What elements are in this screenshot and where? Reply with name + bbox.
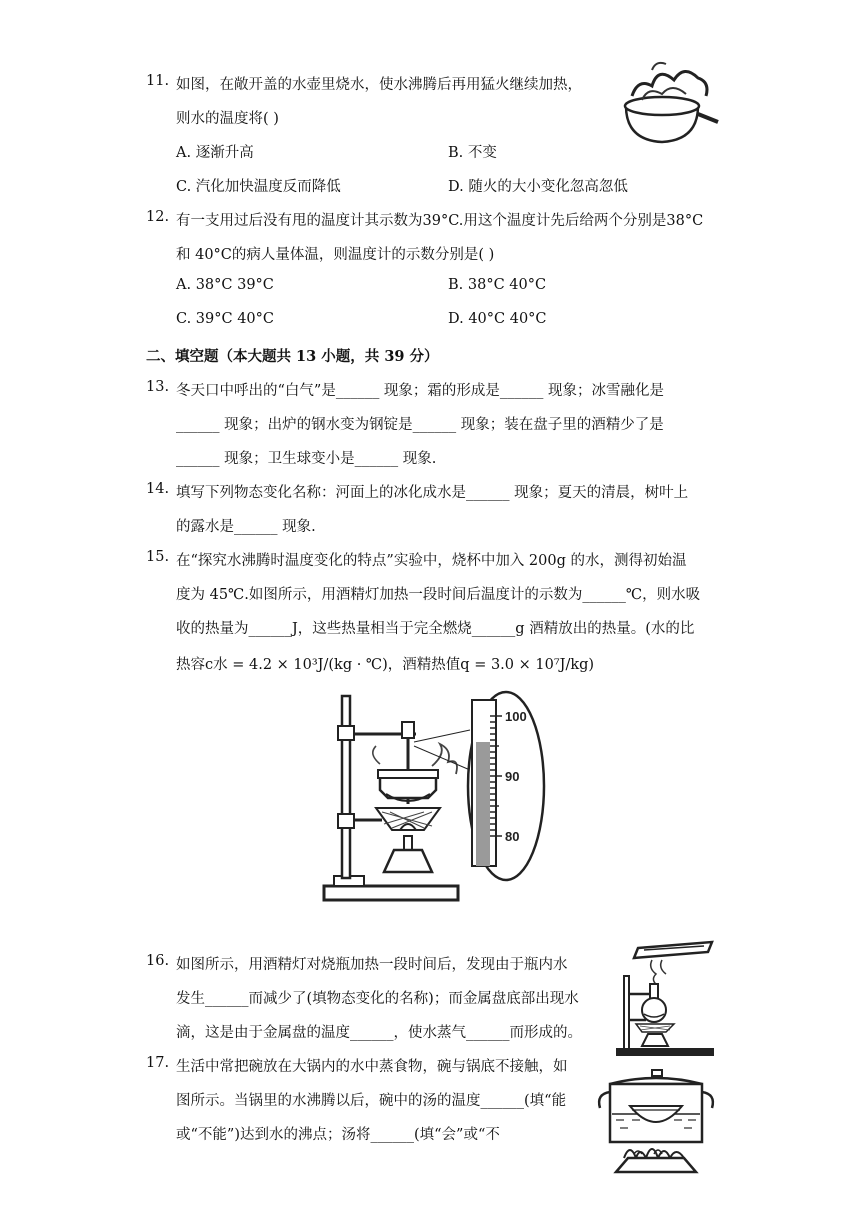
question-text: 填写下列物态变化名称：河面上的冰化成水是______ 现象；夏天的清晨，树叶上 bbox=[176, 485, 689, 501]
question-text: 热容c水 = 4.2 × 10³J/(kg · ℃)，酒精热值q = 3.0 × 10⁷J/kg) bbox=[176, 657, 595, 673]
flask-heating-figure bbox=[612, 940, 716, 1060]
question-text: 如图，在敞开盖的水壶里烧水，使水沸腾后再用猛火继续加热， bbox=[176, 77, 582, 93]
option-b: B. 不变 bbox=[448, 145, 497, 161]
question-number: 16. bbox=[146, 953, 170, 969]
question-text: 在“探究水沸腾时温度变化的特点”实验中，烧杯中加入 200g 的水，测得初始温 bbox=[176, 553, 687, 569]
question-text: 和 40°C的病人量体温，则温度计的示数分别是( ) bbox=[176, 247, 495, 263]
question-text: 如图所示，用酒精灯对烧瓶加热一段时间后，发现由于瓶内水 bbox=[176, 957, 568, 973]
question-text: 有一支用过后没有甩的温度计其示数为39°C.用这个温度计先后给两个分别是38°C bbox=[176, 213, 704, 229]
boiling-kettle-figure bbox=[612, 56, 720, 148]
question-text: 图所示。当锅里的水沸腾以后，碗中的汤的温度______(填“能 bbox=[176, 1093, 567, 1109]
option-d: D. 随火的大小变化忽高忽低 bbox=[448, 179, 628, 195]
thermometer-label-80: 80 bbox=[505, 829, 520, 844]
question-text: 滴，这是由于金属盘的温度______，使水蒸气______而形成的。 bbox=[176, 1025, 582, 1041]
question-number: 15. bbox=[146, 549, 170, 565]
question-number: 12. bbox=[146, 209, 170, 225]
option-c: C. 汽化加快温度反而降低 bbox=[176, 179, 341, 195]
question-text: 的露水是______ 现象. bbox=[176, 519, 316, 535]
question-number: 14. bbox=[146, 481, 170, 497]
option-c: C. 39°C 40°C bbox=[176, 311, 274, 327]
question-text: 发生______而减少了(填物态变化的名称)；而金属盘底部出现水 bbox=[176, 991, 579, 1007]
question-text: 则水的温度将( ) bbox=[176, 111, 279, 127]
option-a: A. 38°C 39°C bbox=[176, 277, 274, 293]
option-d: D. 40°C 40°C bbox=[448, 311, 547, 327]
boiling-experiment-figure bbox=[320, 690, 560, 912]
thermometer-label-90: 90 bbox=[505, 769, 520, 784]
question-number: 17. bbox=[146, 1055, 170, 1071]
option-b: B. 38°C 40°C bbox=[448, 277, 547, 293]
steamer-pot-figure bbox=[594, 1068, 718, 1178]
question-number: 11. bbox=[146, 73, 170, 89]
question-number: 13. bbox=[146, 379, 170, 395]
question-text: 冬天口中呼出的“白气”是______ 现象；霜的形成是______ 现象；冰雪融化是 bbox=[176, 383, 665, 399]
question-text: ______ 现象；出炉的钢水变为钢锭是______ 现象；装在盘子里的酒精少了是 bbox=[176, 417, 664, 433]
thermometer-label-100: 100 bbox=[505, 709, 527, 724]
question-text: 生活中常把碗放在大锅内的水中蒸食物，碗与锅底不接触，如 bbox=[176, 1059, 568, 1075]
question-text: ______ 现象；卫生球变小是______ 现象. bbox=[176, 451, 437, 467]
question-text: 度为 45℃.如图所示，用酒精灯加热一段时间后温度计的示数为______℃，则水吸 bbox=[176, 587, 701, 603]
section-header: 二、填空题（本大题共 13 小题，共 39 分） bbox=[146, 348, 439, 365]
option-a: A. 逐渐升高 bbox=[176, 145, 254, 161]
question-text: 或“不能”)达到水的沸点；汤将______(填“会”或“不 bbox=[176, 1127, 500, 1143]
question-text: 收的热量为______J，这些热量相当于完全燃烧______g 酒精放出的热量。(水的比 bbox=[176, 621, 695, 637]
